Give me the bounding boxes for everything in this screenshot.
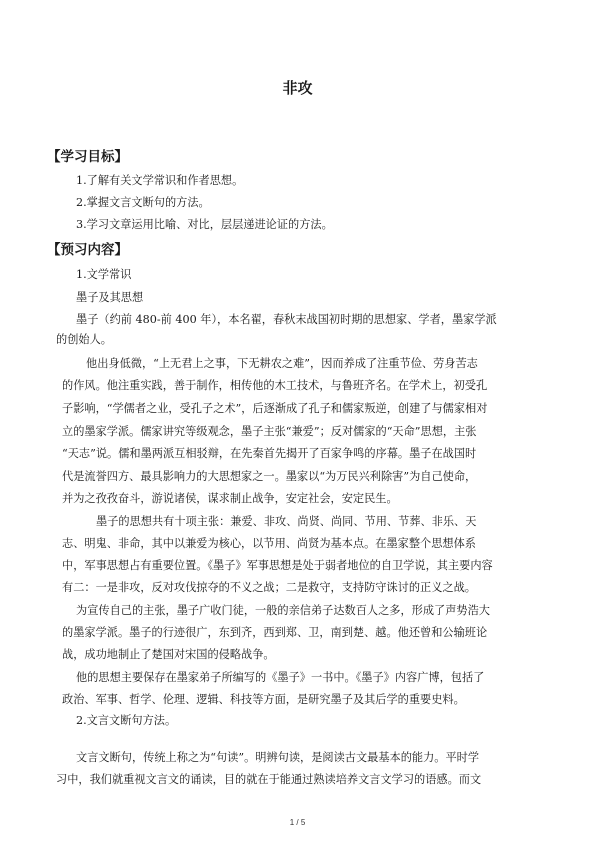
goal-item: 3.学习文章运用比喻、对比，层层递进论证的方法。 (76, 218, 333, 231)
body-line: 的作风。他注重实践，善于制作，相传他的木工技术，与鲁班齐名。在学术上，初受孔 (62, 379, 488, 392)
section-heading-goals: 【学习目标】 (47, 149, 128, 165)
body-line: 墨子（约前 480-前 400 年），本名翟，春秋末战国初时期的思想家、学者，墨家学派 (76, 313, 497, 326)
body-line: 子影响，“学儒者之业，受孔子之术”，后逐渐成了孔子和儒家叛逆，创建了与儒家相对 (62, 402, 488, 415)
section-heading-preview: 【预习内容】 (47, 242, 128, 258)
body-line: 他出身低微，“上无君上之事，下无耕农之难”，因而养成了注重节俭、劳身苦志 (86, 357, 478, 370)
body-line: 墨子的思想共有十项主张：兼爱、非攻、尚贤、尚同、节用、节葬、非乐、天 (96, 515, 477, 528)
page-number: 1 / 5 (289, 818, 306, 827)
body-line: 2.文言文断句方法。 (76, 714, 177, 727)
body-line: 战，成功地制止了楚国对宋国的侵略战争。 (62, 648, 275, 661)
page-title: 非攻 (282, 79, 313, 97)
body-line: 文言文断句，传统上称之为“句读”。明辨句读，是阅读古文最基本的能力。平时学 (76, 751, 480, 764)
body-line: 的创始人。 (56, 333, 112, 346)
body-line: 政治、军事、哲学、伦理、逻辑、科技等方面，是研究墨子及其后学的重要史料。 (62, 693, 465, 706)
body-line: 1.文学常识 (76, 268, 132, 281)
body-line: 习中，我们就重视文言文的诵读，目的就在于能通过熟读培养文言文学习的语感。而文 (56, 773, 482, 786)
goal-item: 1.了解有关文学常识和作者思想。 (76, 174, 244, 187)
body-line: 的墨家学派。墨子的行迹很广，东到齐，西到郑、卫，南到楚、越。他还曾和公输班论 (62, 626, 488, 639)
body-line: 代是流誉四方、最具影响力的大思想家之一。墨家以“为万民兴利除害”为自己使命， (62, 470, 477, 483)
body-line: 他的思想主要保存在墨家弟子所编写的《墨子》一书中。《墨子》内容广博，包括了 (76, 671, 485, 684)
body-line: 中，军事思想占有重要位置。《墨子》军事思想是处于弱者地位的自卫学说，其主要内容 (62, 559, 493, 572)
body-line: “天志”说。儒和墨两派互相驳辩，在先秦首先揭开了百家争鸣的序幕。墨子在战国时 (62, 447, 477, 460)
body-line: 志、明鬼、非命，其中以兼爱为核心，以节用、尚贤为基本点。在墨家整个思想体系 (62, 537, 476, 550)
body-line: 并为之孜孜奋斗，游说诸侯，谋求制止战争，安定社会，安定民生。 (62, 492, 398, 505)
body-line: 为宣传自己的主张，墨子广收门徒，一般的亲信弟子达数百人之多，形成了声势浩大 (76, 604, 490, 617)
goal-item: 2.掌握文言文断句的方法。 (76, 196, 210, 209)
body-line: 有二：一是非攻，反对攻伐掠夺的不义之战；二是救守，支持防守诛讨的正义之战。 (62, 581, 476, 594)
body-line: 立的墨家学派。儒家讲究等级观念，墨子主张“兼爱”；反对儒家的“天命”思想，主张 (62, 425, 477, 438)
body-line: 墨子及其思想 (76, 291, 144, 304)
